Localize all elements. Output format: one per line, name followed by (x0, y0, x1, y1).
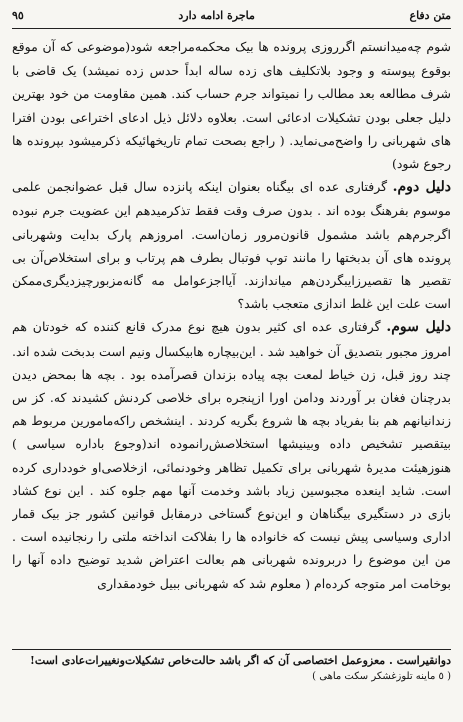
page-number: ٩٥ (12, 8, 24, 22)
section-title: متن دفاع (409, 8, 451, 22)
paragraph-text: گرفتاری عده ای کثیر بدون هیچ نوع مدرک قانع کننده که خودتان هم امروز مجبور بتصدیق آن خواهید شد . این‌بیچاره هابیکسال ونیم است بدبخت شده اند. چند روز قبل، زن خیاط لمعت بچه پیاده بزندان قصرآمده بود . بچه ها بمحض دیدن بدرچنان فغان بر آوردند ودامن اورا ازپنجره برای خلاصی کردنش کشیدند که. کز س زندانیانهم هم بنا بفریاد بچه ها شروع بگریه کردند . اینشخص راکه‌مامورین مربوط هم بیتقصیر تشخیص داده وبینیشها استخلاصش‌رانموده اند(وجوع باداره سیاسی ) هنوزهیئت مدیرهٔ شهربانی برای تکمیل تظاهر وخودنمائی، ازخلاصی‌او خودداری کرده است. شاید اینعده مجبوسین زیاد باشد وخدمت آنها مهم جلوه کند . این نوع کشاد بازی در دستگیری بیگناهان و این‌نوع گستاخی درمقابل قوانین کشور جز بیک قمار اداری وسیاسی پیش نیست که خانواده ها را بفلاکت انداخته ملتی را رنجانیده است . من این موضوع را دربرونده شهربانی هم بعالت اعتراض شدید توضیح داده آنها را بوخامت امر متوجه کرده‌ام ( معلوم شد که شهربانی ببیل خودمقداری (12, 319, 451, 591)
paragraph-heading: دلیل دوم. (392, 179, 451, 196)
page-header (12, 6, 451, 26)
paragraph (12, 315, 451, 594)
footnote-divider (12, 649, 451, 650)
footnote (12, 653, 451, 685)
paragraph-text: شوم چه‌میدانستم اگرروزی پرونده ها بیک محکمه‌مراجعه شود(موضوعی که آن موقع بوقوع پیوسته و وجود بلاتکلیف های زده ساله ابداً حدس زده نمیشد) یک قاضی با شرف مطالعه بعد مطالب را نمیتواند جرم حساب کند. همین مقاومت من خود بهترین دلیل جعلی بودن تشکیلات ادعائی است. بعلاوه دلائل ذیل ادعای اختراعی بودن افترا های شهربانی را واضح‌می‌نماید. ( راجع بصحت تمام تاریخهائیکه ذکرمیشود بپرونده ها رجوع شود) (12, 39, 451, 172)
paragraph (12, 175, 451, 315)
footnote-line: ( ٥ ماینه تلوزغشکر سکت ماهی ) (312, 671, 451, 682)
footnote-line: دوانقیراست . معزوعمل اختصاصی آن که اگر باشد حالت‌خاص تشکیلات‌ونغییرات‌عادی است! (30, 654, 451, 667)
running-title: ماجرة ادامه دارد (178, 8, 255, 22)
body-text (12, 35, 451, 645)
header-divider (12, 28, 451, 29)
paragraph-heading: دلیل سوم. (386, 319, 451, 336)
paragraph-text: گرفتاری عده ای بیگناه بعنوان اینکه پانزده سال قبل عضوانجمن علمی موسوم بفرهنگ بوده اند . بدون صرف وقت فقط تذکرمیدهم این عضویت جرم نبوده اگرجرم‌هم باشد مشمول قانون‌مرور زمان‌است. امروزهم پارک بدایت وشهربانی پرونده های آن بدبختها را مانند توپ فوتبال بطرف هم پرتاب و برای استخلاص‌آن بی تقصیر ها تقصیرزایبگردن‌هم میاندازند. آیااجزعوامل مه گانه‌مزبورچیزدیگری‌ممکن است علت این غلط اندازی متعجب باشد؟ (12, 179, 451, 312)
paragraph (12, 35, 451, 175)
